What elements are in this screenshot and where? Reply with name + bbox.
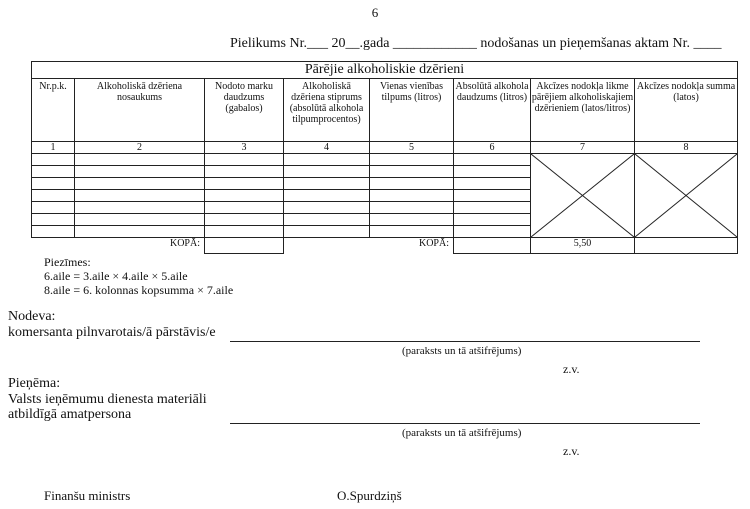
table-cell[interactable]: [454, 190, 531, 202]
table-cell[interactable]: [32, 178, 75, 190]
table-cell[interactable]: [205, 166, 284, 178]
table-cell[interactable]: [284, 226, 370, 238]
footer-minister-name: O.Spurdziņš: [337, 488, 402, 503]
table-cell[interactable]: [32, 154, 75, 166]
total-label: KOPĀ:: [418, 238, 449, 249]
handover-stamp-label: z.v.: [563, 362, 580, 376]
handover-signature-line[interactable]: [230, 341, 700, 342]
column-header: Nodoto marku daudzums (gabalos): [205, 79, 284, 142]
table-cell[interactable]: [454, 178, 531, 190]
handover-signature-caption: (paraksts un tā atšifrējums): [402, 345, 522, 357]
crossed-out-cell: [531, 154, 635, 238]
notes-title: Piezīmes:: [44, 255, 91, 269]
acceptance-signature-caption: (paraksts un tā atšifrējums): [402, 427, 522, 439]
table-cell[interactable]: [205, 214, 284, 226]
handover-role: komersanta pilnvarotais/ā pārstāvis/e: [8, 325, 216, 340]
table-cell[interactable]: [284, 154, 370, 166]
alcohol-table: [31, 61, 738, 254]
table-row: [32, 154, 738, 166]
table-cell[interactable]: [370, 214, 454, 226]
table-header-row: [32, 79, 738, 142]
table-cell[interactable]: [205, 226, 284, 238]
table-cell[interactable]: [75, 202, 205, 214]
acceptance-signature-line[interactable]: [230, 423, 700, 424]
crossed-out-cell: [635, 154, 738, 238]
table-cell[interactable]: [75, 226, 205, 238]
table-cell[interactable]: [32, 202, 75, 214]
table-cell[interactable]: [32, 214, 75, 226]
table-cell[interactable]: [370, 166, 454, 178]
column-number: 1: [32, 142, 75, 154]
table-cell[interactable]: [284, 178, 370, 190]
column-number: 4: [284, 142, 370, 154]
footer-minister-title: Finanšu ministrs: [44, 488, 131, 503]
acceptance-role-line1: Valsts ieņēmumu dienesta materiāli: [8, 392, 207, 407]
table-cell[interactable]: [370, 190, 454, 202]
table-cell[interactable]: [454, 166, 531, 178]
column-header: Akcīzes nodokļa likme pārējiem alkoholiskajiem dzērieniem (latos/litros): [531, 79, 635, 142]
table-cell[interactable]: [75, 178, 205, 190]
table-cell[interactable]: [205, 190, 284, 202]
column-number: 7: [531, 142, 635, 154]
table-cell[interactable]: [454, 214, 531, 226]
column-number-row: [32, 142, 738, 154]
total-row: [32, 238, 738, 254]
column-number: 8: [635, 142, 738, 154]
table-cell[interactable]: [454, 154, 531, 166]
table-cell[interactable]: [284, 190, 370, 202]
acceptance-stamp-label: z.v.: [563, 444, 580, 458]
table-title: Pārējie alkoholiskie dzērieni: [32, 62, 738, 79]
column-header: Vienas vienības tilpums (litros): [370, 79, 454, 142]
table-cell[interactable]: [205, 154, 284, 166]
column-header: Nr.p.k.: [32, 79, 75, 142]
table-cell[interactable]: [32, 226, 75, 238]
cross-mark-icon: [531, 154, 634, 237]
document-header: Pielikums Nr.___ 20__.gada ____________ nodošanas un pieņemšanas aktam Nr. ____: [230, 36, 722, 51]
total-sum-cell[interactable]: [635, 238, 738, 254]
column-header: Alkoholiskā dzēriena stiprums (absolūtā alkohola tilpumprocentos): [284, 79, 370, 142]
notes-block: [44, 255, 233, 297]
column-number: 3: [205, 142, 284, 154]
table-cell[interactable]: [370, 202, 454, 214]
table-cell[interactable]: [75, 166, 205, 178]
table-cell[interactable]: [32, 190, 75, 202]
column-header: Alkoholiskā dzēriena nosaukums: [75, 79, 205, 142]
acceptance-label: Pieņēma:: [8, 376, 61, 391]
handover-label: Nodeva:: [8, 309, 56, 324]
table-cell[interactable]: [205, 178, 284, 190]
notes-line: 6.aile = 3.aile × 4.aile × 5.aile: [44, 269, 188, 283]
total-rate-cell: 5,50: [531, 238, 635, 254]
table-cell[interactable]: [284, 214, 370, 226]
table-cell[interactable]: [370, 178, 454, 190]
total-alcohol-cell[interactable]: [454, 238, 531, 254]
table-cell[interactable]: [284, 202, 370, 214]
cross-mark-icon: [635, 154, 737, 237]
column-number: 2: [75, 142, 205, 154]
table-cell[interactable]: [370, 226, 454, 238]
notes-line: 8.aile = 6. kolonnas kopsumma × 7.aile: [44, 283, 234, 297]
total-marks-cell[interactable]: [205, 238, 284, 254]
column-number: 6: [454, 142, 531, 154]
column-header: Absolūtā alkohola daudzums (litros): [454, 79, 531, 142]
acceptance-role-line2: atbildīgā amatpersona: [8, 407, 132, 422]
column-number: 5: [370, 142, 454, 154]
table-cell[interactable]: [284, 166, 370, 178]
page-number: 6: [371, 5, 379, 20]
table-cell[interactable]: [454, 226, 531, 238]
total-label: KOPĀ:: [169, 238, 200, 249]
table-cell[interactable]: [75, 154, 205, 166]
table-cell[interactable]: [75, 214, 205, 226]
table-cell[interactable]: [205, 202, 284, 214]
table-cell[interactable]: [454, 202, 531, 214]
table-cell[interactable]: [75, 190, 205, 202]
table-title-row: [32, 62, 738, 79]
table-cell[interactable]: [32, 166, 75, 178]
table-cell[interactable]: [370, 154, 454, 166]
column-header: Akcīzes nodokļa summa (latos): [635, 79, 738, 142]
